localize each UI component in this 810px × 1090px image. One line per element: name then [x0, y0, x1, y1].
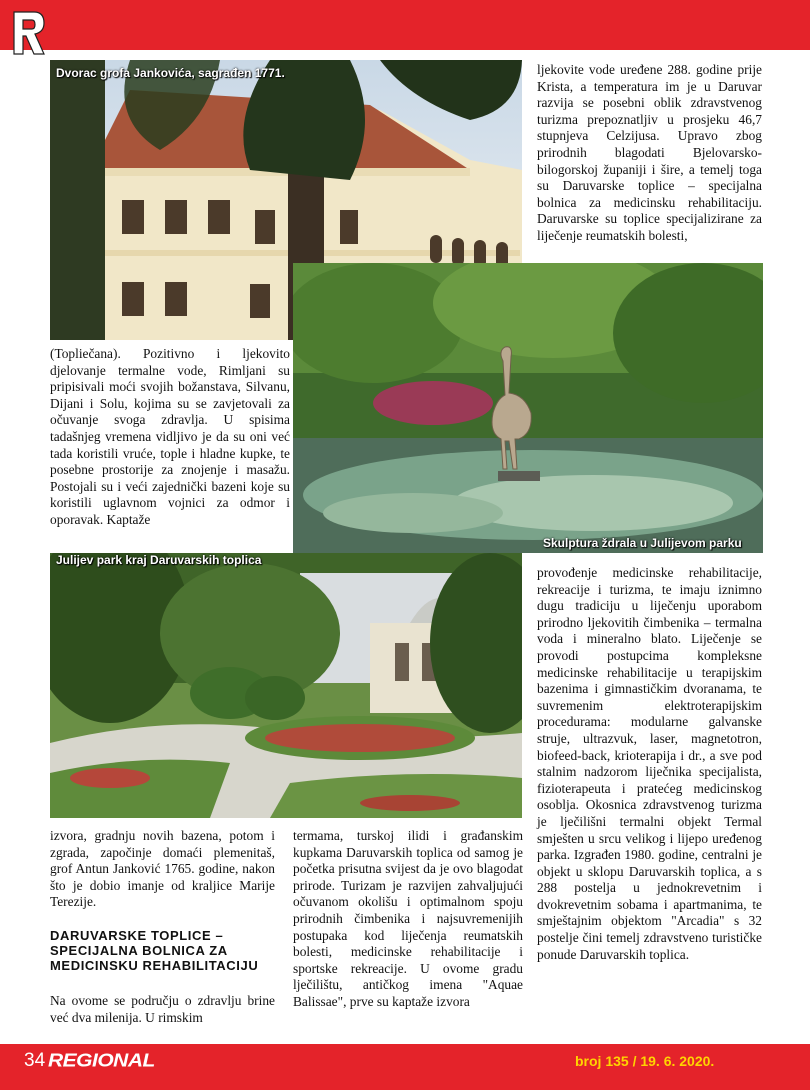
header-bar: [0, 0, 810, 50]
article-text-bottom-col2: termama, turskoj ilidi i građanskim kupkama Daruvarskih toplica od samog je početka prisutna svijest da je ovo blagodat prirode. Turizam je razvijen zahvaljujući očuvanom okolišu i optimalnom spoju prirodnih čimbenika i najsuvremenijih postupaka kod liječenja reumatskih bolesti, medicinske rehabilitacije i sportske rekreacije. U ovome gradu lječilištu, antičkog imena "Aquae Balissae", prve su kaptaže izvora: [293, 828, 523, 1009]
article-text-left-middle: (Topliečana). Pozitivno i ljekovito djelovanje termalne vode, Rimljani su pripisivali moći svojih božanstava, Silvanu, Dijani i Solu, kojima su se zavjetovali za očuvanje svoga zdravlja. U spisima tadašnjeg vremena vidljivo je da su oni već tada koristili vruće, tople i hladne kupke, te posebne prostorije za znojenje i masažu. Postojali su i veći zajednički bazeni koje su koristili uglavnom vojnici za odmor i oporavak. Kaptaže: [50, 346, 290, 527]
article-text-bottom-col1: izvora, gradnju novih bazena, potom i zgrada, započinje domaći plemenitaš, grof Antun Janković 1765. godine, nakon što je dobio imanje od kraljice Marije Terezije.: [50, 828, 275, 910]
castle-caption: Dvorac grofa Jankovića, sagrađen 1771.: [56, 66, 285, 80]
crane-sculpture-photo: [293, 263, 763, 553]
park-photo: [50, 553, 522, 818]
article-text-right-top: ljekovite vode uređene 288. godine prije Krista, a temperatura im je u Daruvar razvija se posebni oblik zdravstvenog turizma prepoznatljiv u prosjeku 46,7 stupnjeva Celzijusa. Upravo zbog prirodnih blagodati Bjelovarsko-bilogorskoj županiji i šire, a temelj toga su Daruvarske toplice – specijalna bolnica za medicinsku rehabilitaciju. Daruvarske su toplice specijalizirane za liječenje reumatskih bolesti,: [537, 62, 762, 243]
park-caption: Julijev park kraj Daruvarskih toplica: [56, 553, 262, 567]
crane-caption: Skulptura ždrala u Julijevom parku: [543, 536, 742, 550]
article-text-right-bottom: provođenje medicinske rehabilitacije, rekreacije i turizma, te imaju iznimno dugu tradiciju u liječenju uporabom prirodno ljekovitih čimbenika – termalna voda i mineralno blato. Liječenje se provodi postupcima kompleksne medicinske rehabilitacije u terapijskim bazenima i gimnastičkim dvoranama, te suvremenim elektroterapijskim procedurama: modularne galvanske struje, ultrazvuk, laser, magnetotron, biofeed-back, krioterapija i dr., a sve pod stalnim nadzorom liječnika specijalista, fizioterapeuta i pratećeg medicinskog osoblja. Okosnica zdravstvenog turizma je lječilišni termalni objekt Termal smješten u srcu velikog i lijepo uređenog parka. Izgrađen 1980. godine, centralni je objekt u sklopu Daruvarskih toplica, a s 288 postelja u jednokrevetnim i dvokrevetnim sobama i apartmanima, te smještajnim objektom "Arcadia" s 32 postelje čini temelj zdravstveno turističke ponude Daruvarskih toplica.: [537, 565, 762, 962]
article-text-bottom-col1-continued: Na ovome se području o zdravlju brine već dva milenija. U rimskim: [50, 993, 275, 1025]
section-heading: DARUVARSKE TOPLICE – SPECIJALNA BOLNICA ZA MEDICINSKU REHABILITACIJU: [50, 928, 259, 973]
brand-logo: REGIONAL: [48, 1050, 155, 1071]
magazine-logo-icon: [10, 8, 46, 58]
issue-info: broj 135 / 19. 6. 2020.: [575, 1053, 715, 1069]
page-number: 34: [24, 1050, 46, 1071]
